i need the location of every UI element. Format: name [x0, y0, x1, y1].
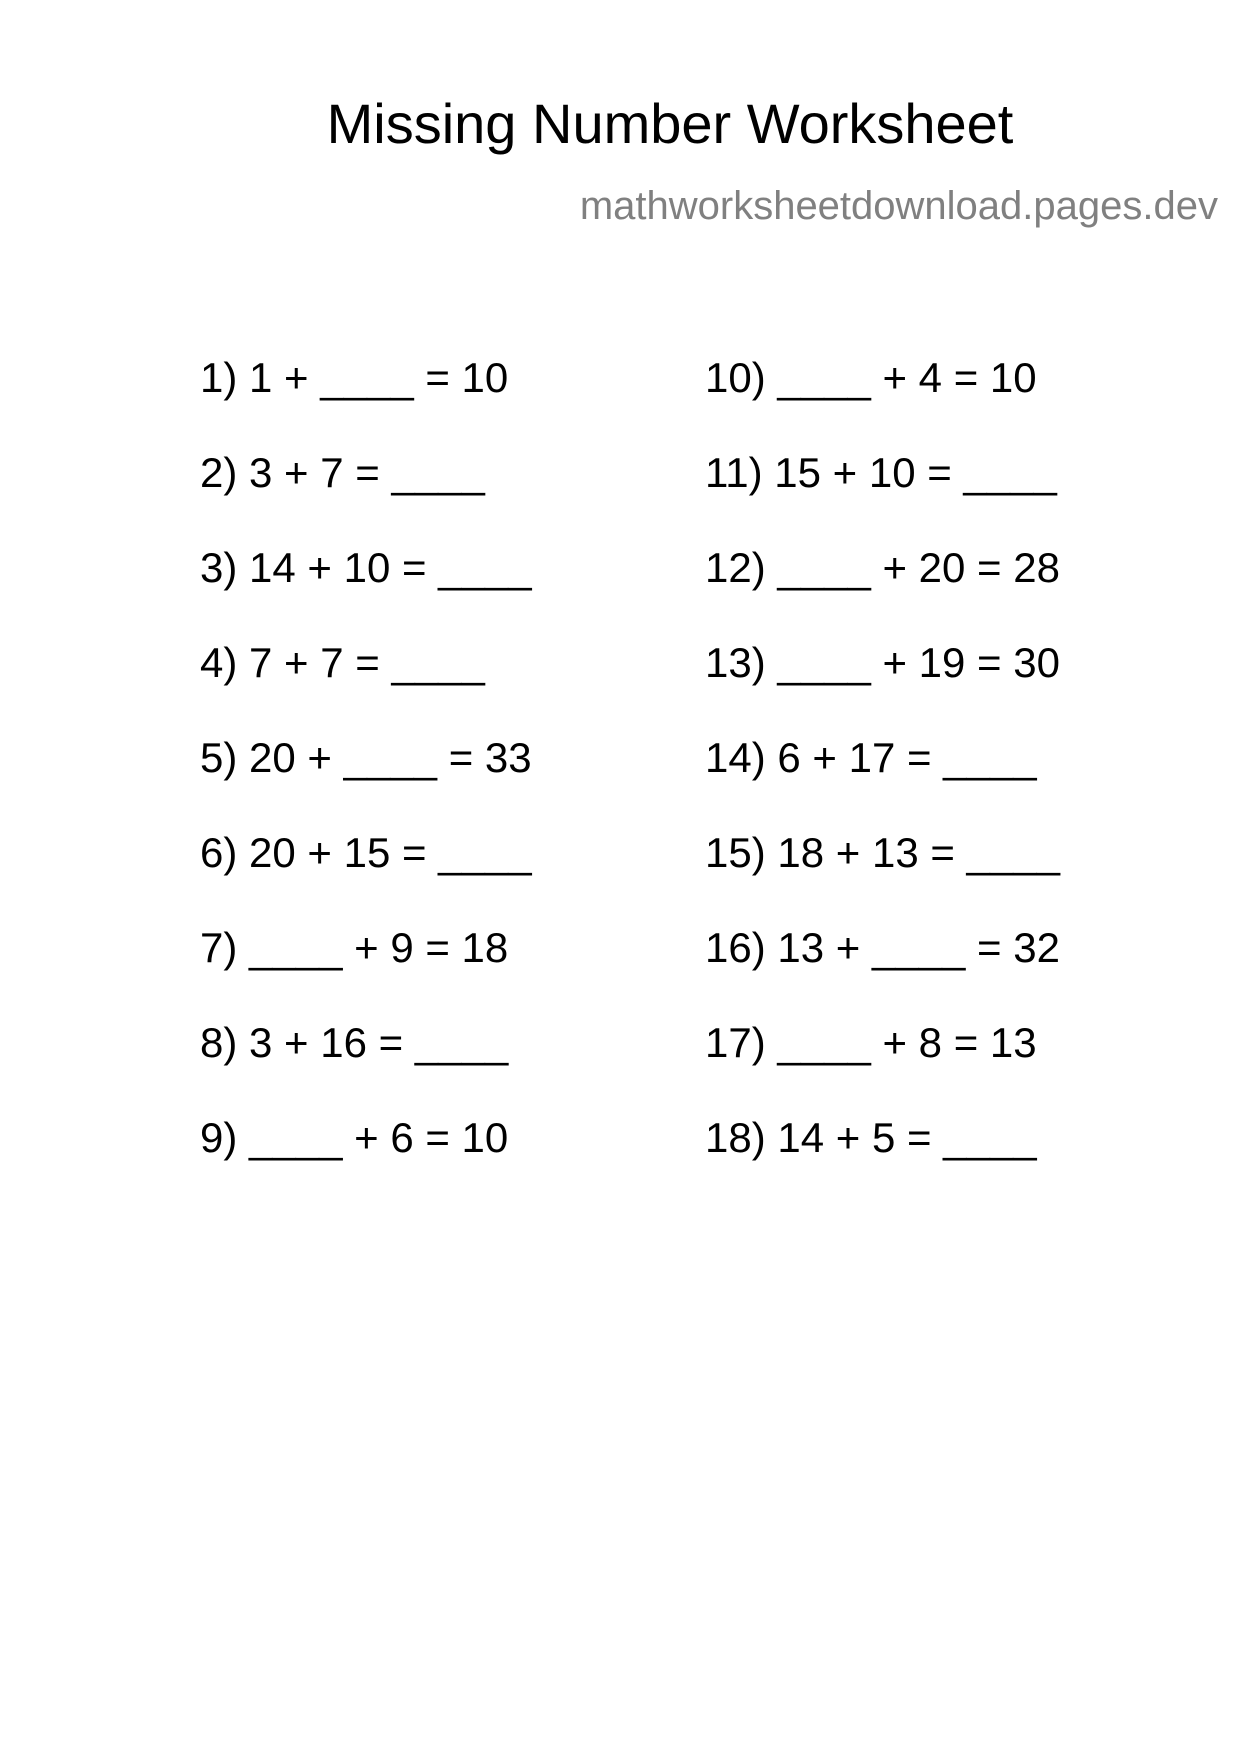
problem-3: 3) 14 + 10 = ____	[200, 544, 532, 591]
problem-17: 17) ____ + 8 = 13	[705, 1019, 1037, 1066]
problem-5: 5) 20 + ____ = 33	[200, 734, 532, 781]
problem-18: 18) 14 + 5 = ____	[705, 1114, 1037, 1161]
problem-12: 12) ____ + 20 = 28	[705, 544, 1060, 591]
problem-13: 13) ____ + 19 = 30	[705, 639, 1060, 686]
problem-1: 1) 1 + ____ = 10	[200, 354, 509, 401]
problem-9: 9) ____ + 6 = 10	[200, 1114, 509, 1161]
problem-14: 14) 6 + 17 = ____	[705, 734, 1037, 781]
problem-8: 8) 3 + 16 = ____	[200, 1019, 509, 1066]
source-url: mathworksheetdownload.pages.dev	[579, 184, 1218, 228]
problem-column-right	[705, 354, 1060, 1209]
problem-2: 2) 3 + 7 = ____	[200, 449, 485, 496]
problem-4: 4) 7 + 7 = ____	[200, 639, 485, 686]
problem-list	[0, 354, 1240, 1254]
problem-16: 16) 13 + ____ = 32	[705, 924, 1060, 971]
problem-column-left	[200, 354, 532, 1209]
problem-10: 10) ____ + 4 = 10	[705, 354, 1037, 401]
worksheet-title: Missing Number Worksheet	[326, 92, 1014, 155]
problem-11: 11) 15 + 10 = ____	[705, 449, 1057, 496]
problem-6: 6) 20 + 15 = ____	[200, 829, 532, 876]
problem-15: 15) 18 + 13 = ____	[705, 829, 1060, 876]
problem-7: 7) ____ + 9 = 18	[200, 924, 509, 971]
